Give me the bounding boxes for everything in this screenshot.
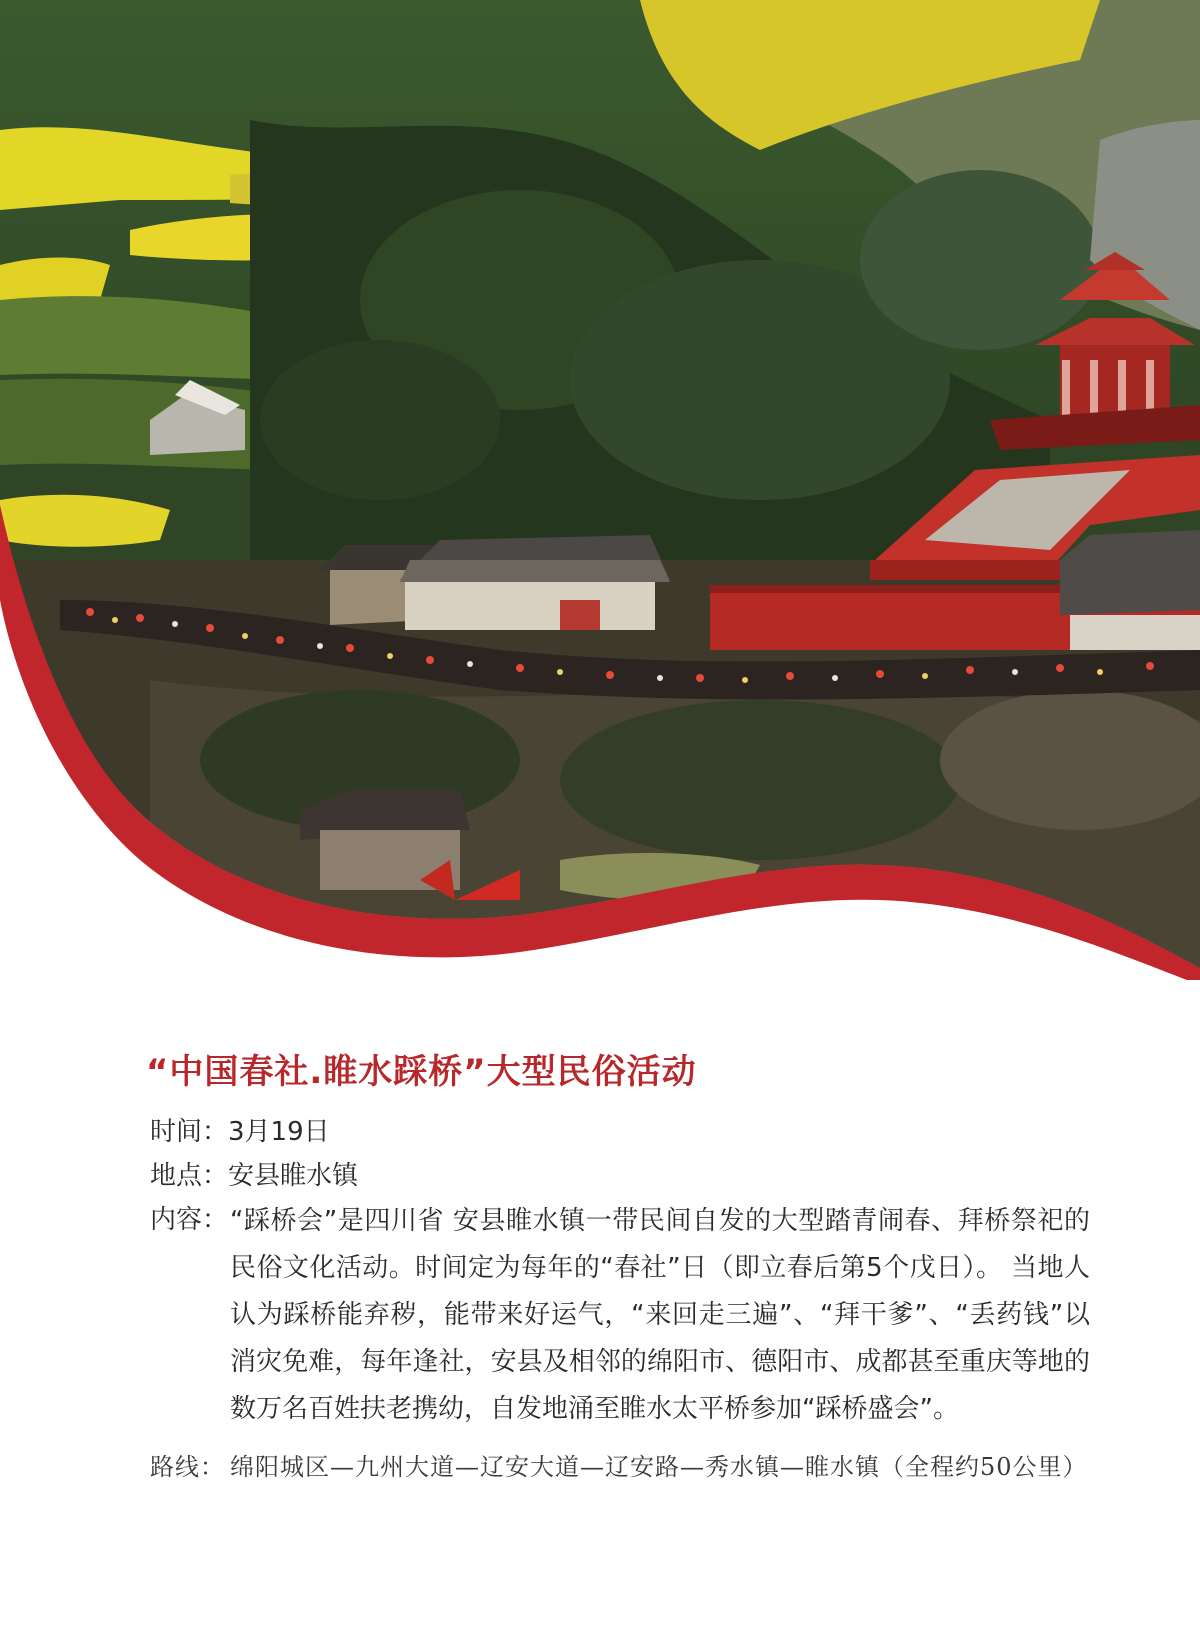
time-separator: ： [202,1117,229,1147]
content-label-block [150,1198,230,1433]
route-row [150,1445,1090,1489]
route-label: 路线： [150,1453,225,1481]
event-info [146,1050,1090,1489]
place-value: 安县睢水镇 [228,1161,359,1191]
content-label: 内容 [150,1205,203,1235]
place-row [150,1154,1090,1198]
time-label: 时间 [150,1117,203,1147]
route-value: 绵阳城区—九州大道—辽安大道—辽安路—秀水镇—睢水镇（全程约50公里） [230,1453,1088,1481]
content-row [150,1198,1090,1433]
time-value: 3月19日 [228,1117,330,1147]
content-separator: ： [202,1205,229,1235]
time-row [150,1110,1090,1154]
place-separator: ： [202,1161,229,1191]
place-label: 地点 [150,1161,203,1191]
content-value: “踩桥会”是四川省 安县睢水镇一带民间自发的大型踏青闹春、拜桥祭祀的民俗文化活动。时间定为每年的“春社”日（即立春后第5个戊日）。 当地人认为踩桥能弃秽，能带来好运气，“来回走三遍”、“拜干爹”、“丢药钱”以消灾免难，每年逢社，安县及相邻的绵阳市、德阳市、成都甚至重庆等地的数万名百姓扶老携幼，自发地涌至睢水太平桥参加“踩桥盛会”。 [230,1206,1090,1424]
event-title: “中国春社.睢水踩桥”大型民俗活动 [146,1052,697,1092]
